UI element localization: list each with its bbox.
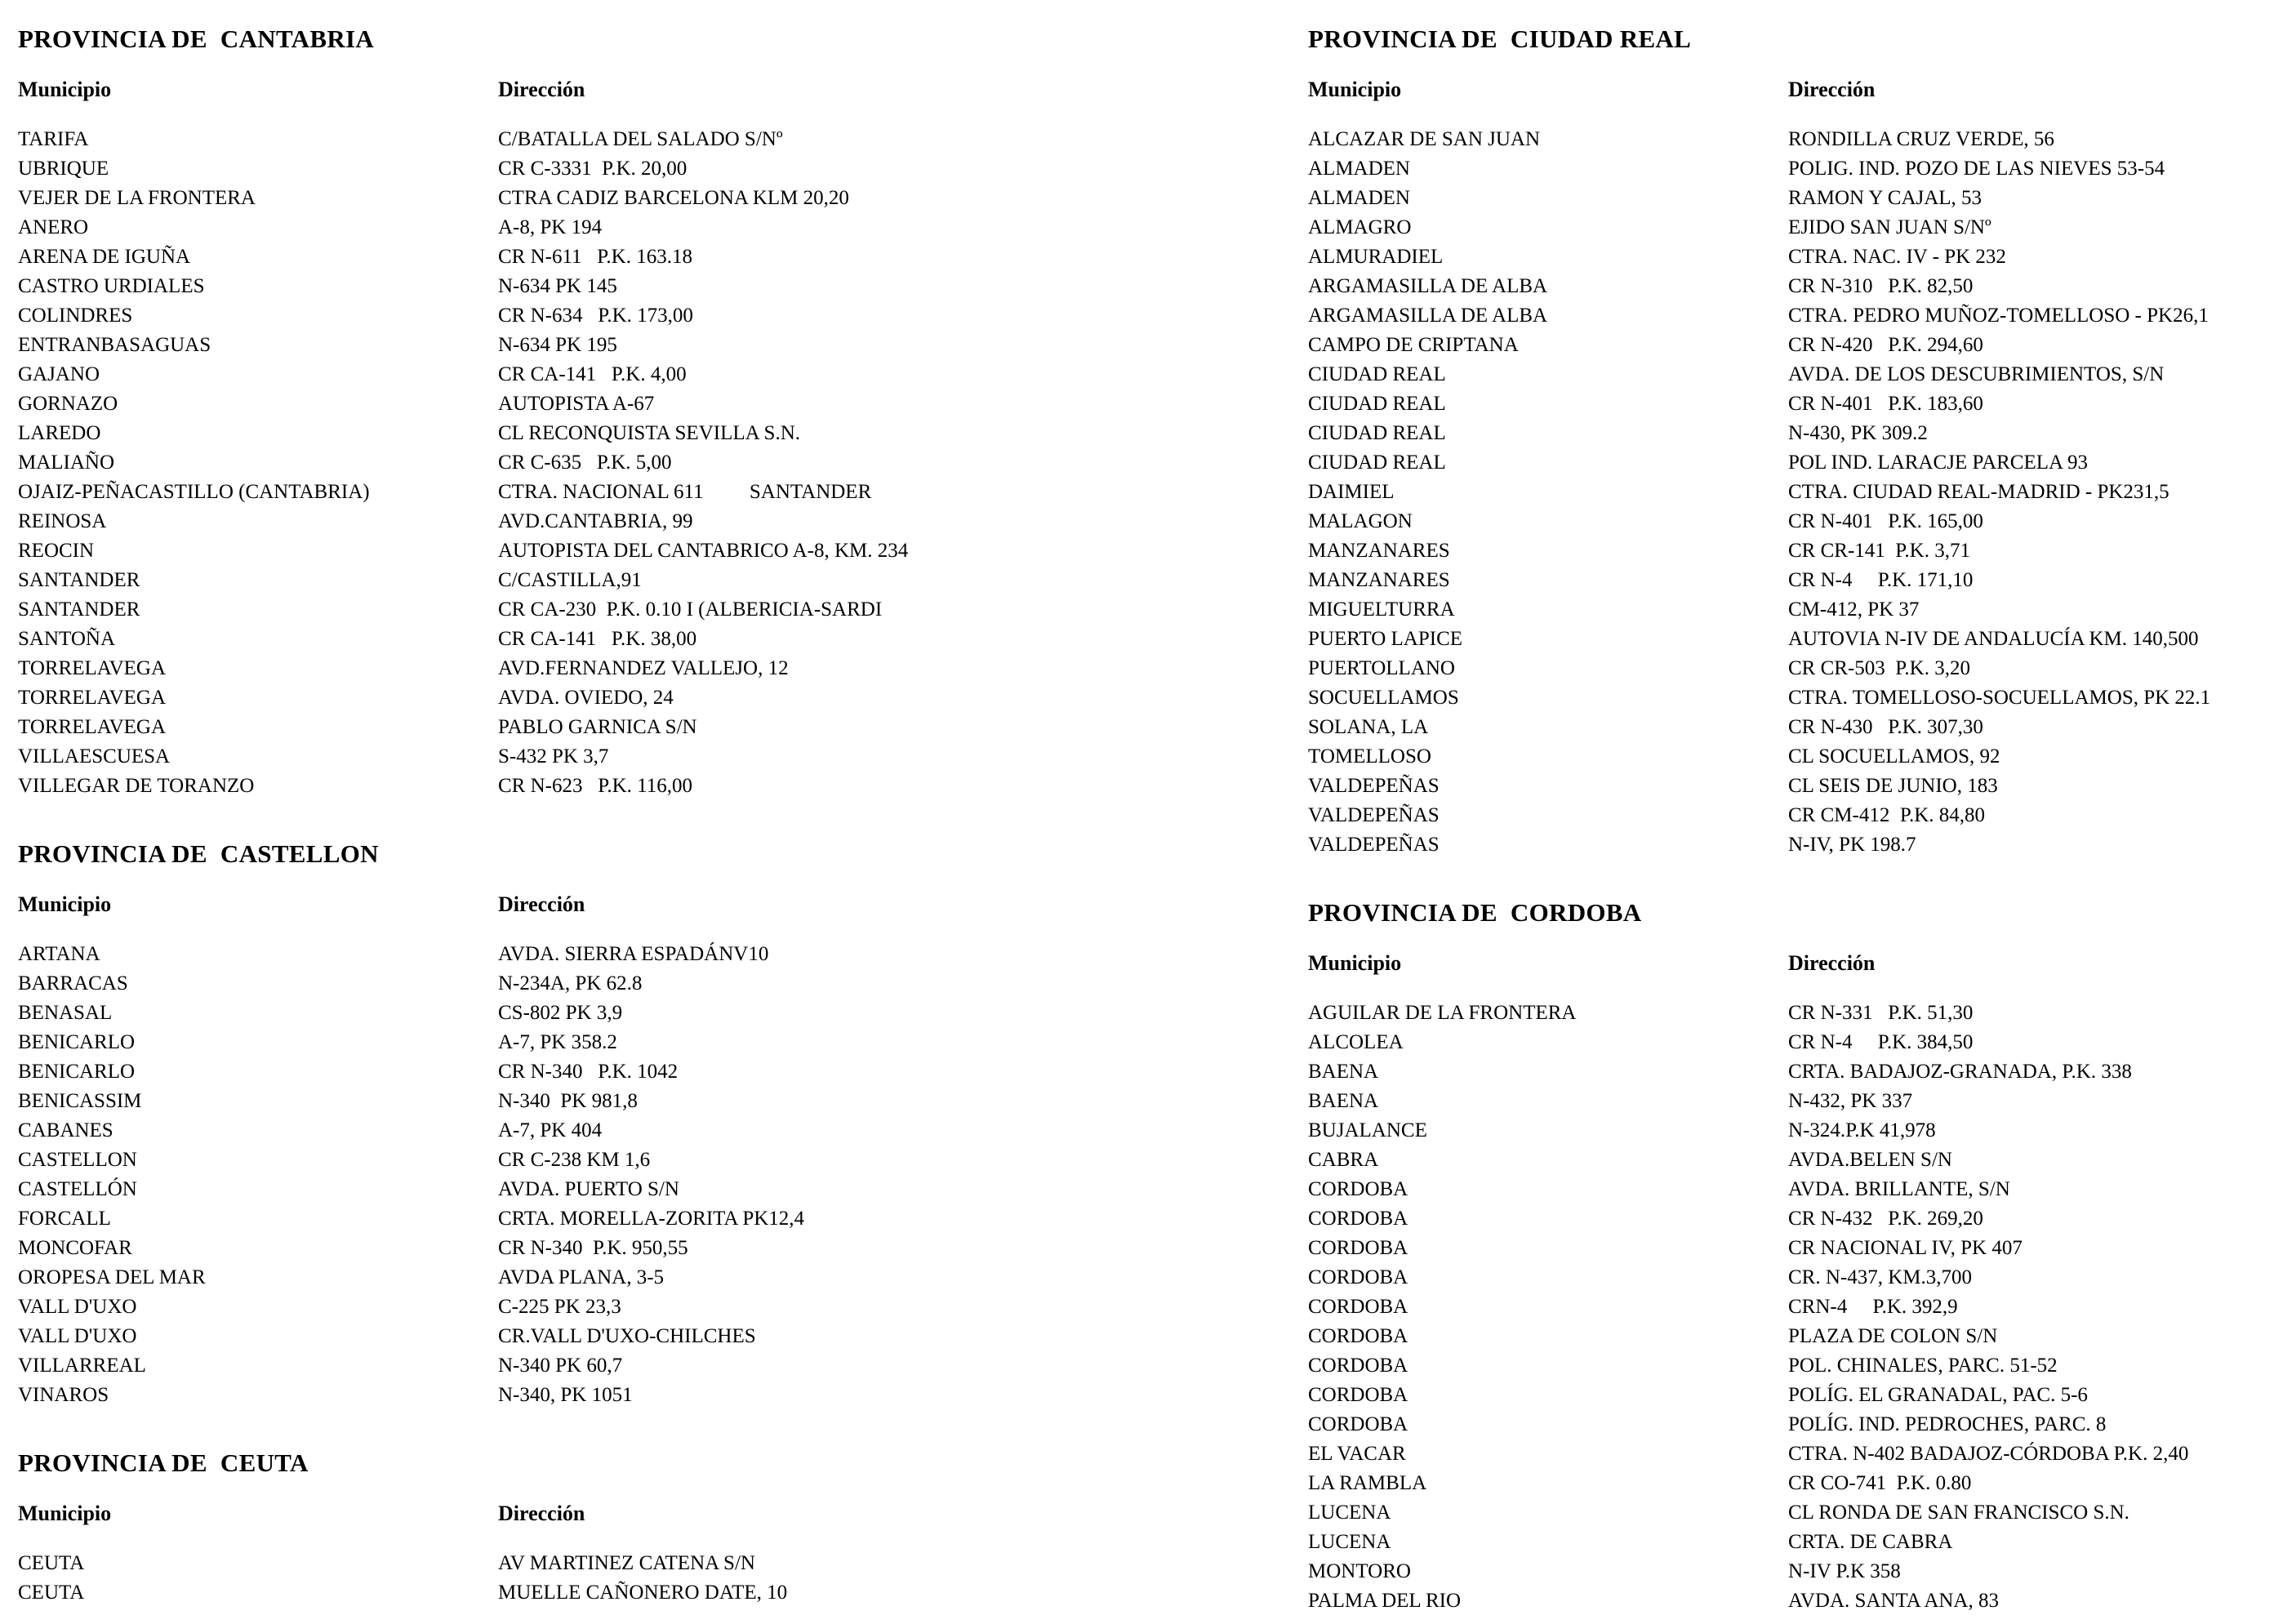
table-row bbox=[1308, 507, 2274, 536]
table-row bbox=[1308, 595, 2274, 625]
table-row bbox=[1308, 1381, 2274, 1410]
province-section bbox=[18, 839, 1104, 1410]
cell-municipio: CAMPO DE CRIPTANA bbox=[1308, 334, 1519, 356]
cell-direccion: N-430, PK 309.2 bbox=[1788, 422, 1928, 444]
table-row bbox=[1308, 999, 2274, 1028]
table-row bbox=[1308, 536, 2274, 566]
cell-direccion: N-432, PK 337 bbox=[1788, 1090, 1913, 1112]
province-section bbox=[1308, 898, 2274, 1616]
table-row bbox=[18, 478, 1104, 507]
cell-municipio: ALCAZAR DE SAN JUAN bbox=[1308, 128, 1541, 150]
cell-direccion: N-340, PK 1051 bbox=[498, 1384, 633, 1406]
cell-direccion: AUTOPISTA A-67 bbox=[498, 393, 655, 415]
table-row bbox=[18, 242, 1104, 272]
table-row bbox=[1308, 478, 2274, 507]
table-row bbox=[18, 713, 1104, 742]
table-header bbox=[18, 1502, 1104, 1526]
table-row bbox=[18, 566, 1104, 595]
cell-direccion: CTRA. CIUDAD REAL-MADRID - PK231,5 bbox=[1788, 481, 2169, 503]
province-section bbox=[1308, 24, 2274, 860]
cell-municipio: CABRA bbox=[1308, 1149, 1379, 1171]
table-row bbox=[18, 1028, 1104, 1057]
cell-municipio: ENTRANBASAGUAS bbox=[18, 334, 211, 356]
cell-municipio: SANTOÑA bbox=[18, 628, 115, 650]
header-direccion: Dirección bbox=[498, 1502, 585, 1525]
cell-direccion: CR CM-412 P.K. 84,80 bbox=[1788, 804, 1986, 826]
cell-direccion: AUTOVIA N-IV DE ANDALUCÍA KM. 140,500 bbox=[1788, 628, 2199, 650]
cell-municipio: BARRACAS bbox=[18, 972, 128, 994]
table-row bbox=[1308, 1351, 2274, 1381]
cell-municipio: ALMAGRO bbox=[1308, 216, 1412, 238]
cell-direccion: AVDA. BRILLANTE, S/N bbox=[1788, 1178, 2010, 1200]
cell-direccion: CRTA. BADAJOZ-GRANADA, P.K. 338 bbox=[1788, 1061, 2132, 1083]
cell-direccion: N-IV P.K 358 bbox=[1788, 1560, 1901, 1582]
cell-direccion: EJIDO SAN JUAN S/Nº bbox=[1788, 216, 1991, 238]
table-header bbox=[18, 78, 1104, 102]
cell-municipio: CORDOBA bbox=[1308, 1208, 1408, 1230]
cell-direccion: CTRA. N-402 BADAJOZ-CÓRDOBA P.K. 2,40 bbox=[1788, 1443, 2189, 1465]
table-row bbox=[18, 1381, 1104, 1410]
cell-municipio: REINOSA bbox=[18, 510, 107, 532]
table-row bbox=[1308, 654, 2274, 683]
cell-municipio: CORDOBA bbox=[1308, 1296, 1408, 1318]
cell-municipio: BENASAL bbox=[18, 1002, 113, 1024]
header-direccion: Dirección bbox=[1788, 951, 1876, 975]
table-row bbox=[18, 772, 1104, 801]
cell-municipio: VEJER DE LA FRONTERA bbox=[18, 187, 256, 209]
cell-direccion: CR N-432 P.K. 269,20 bbox=[1788, 1208, 1983, 1230]
cell-direccion: CR N-4 P.K. 171,10 bbox=[1788, 569, 1974, 591]
cell-municipio: LA RAMBLA bbox=[1308, 1472, 1427, 1494]
cell-direccion: CRTA. DE CABRA bbox=[1788, 1531, 1953, 1553]
table-row bbox=[1308, 154, 2274, 184]
table-row bbox=[18, 507, 1104, 536]
table-row bbox=[1308, 1175, 2274, 1204]
table-row bbox=[18, 1116, 1104, 1146]
cell-municipio: CORDOBA bbox=[1308, 1178, 1408, 1200]
cell-direccion: CL RECONQUISTA SEVILLA S.N. bbox=[498, 422, 801, 444]
table-row bbox=[18, 154, 1104, 184]
cell-direccion: S-432 PK 3,7 bbox=[498, 745, 609, 768]
cell-municipio: CORDOBA bbox=[1308, 1266, 1408, 1288]
cell-municipio: UBRIQUE bbox=[18, 158, 109, 180]
cell-direccion: CR CR-503 P.K. 3,20 bbox=[1788, 657, 1970, 679]
cell-direccion: CRN-4 P.K. 392,9 bbox=[1788, 1296, 1958, 1318]
table-row bbox=[1308, 625, 2274, 654]
cell-municipio: MANZANARES bbox=[1308, 569, 1450, 591]
cell-municipio: MONTORO bbox=[1308, 1560, 1411, 1582]
header-municipio: Municipio bbox=[1308, 951, 1402, 975]
cell-municipio: FORCALL bbox=[18, 1208, 111, 1230]
cell-municipio: EL VACAR bbox=[1308, 1443, 1406, 1465]
cell-municipio: ALMADEN bbox=[1308, 158, 1410, 180]
cell-direccion: CR N-401 P.K. 165,00 bbox=[1788, 510, 1983, 532]
cell-municipio: BAENA bbox=[1308, 1061, 1379, 1083]
cell-municipio: SOCUELLAMOS bbox=[1308, 687, 1459, 709]
cell-direccion: AVDA PLANA, 3-5 bbox=[498, 1266, 665, 1288]
cell-direccion: CR N-611 P.K. 163.18 bbox=[498, 246, 692, 268]
header-municipio: Municipio bbox=[1308, 78, 1402, 101]
cell-municipio: CIUDAD REAL bbox=[1308, 452, 1446, 474]
table-row bbox=[1308, 772, 2274, 801]
province-title: PROVINCIA DE CEUTA bbox=[18, 1448, 309, 1477]
cell-direccion: AVDA.BELEN S/N bbox=[1788, 1149, 1952, 1171]
table-row bbox=[18, 1234, 1104, 1263]
cell-direccion: N-324.P.K 41,978 bbox=[1788, 1119, 1936, 1141]
cell-direccion: CL SOCUELLAMOS, 92 bbox=[1788, 745, 2000, 768]
table-row bbox=[1308, 1322, 2274, 1351]
cell-direccion: CR N-340 P.K. 1042 bbox=[498, 1061, 679, 1083]
cell-municipio: ARGAMASILLA DE ALBA bbox=[1308, 275, 1548, 297]
table-row bbox=[1308, 1263, 2274, 1293]
cell-municipio: LAREDO bbox=[18, 422, 101, 444]
table-row bbox=[18, 1578, 1104, 1608]
table-row bbox=[1308, 301, 2274, 331]
cell-municipio: ALMURADIEL bbox=[1308, 246, 1444, 268]
table-row bbox=[1308, 419, 2274, 448]
cell-direccion: C/CASTILLA,91 bbox=[498, 569, 642, 591]
cell-direccion: CTRA. TOMELLOSO-SOCUELLAMOS, PK 22.1 bbox=[1788, 687, 2211, 709]
table-row bbox=[18, 360, 1104, 389]
cell-direccion: CTRA. PEDRO MUÑOZ-TOMELLOSO - PK26,1 bbox=[1788, 305, 2209, 327]
cell-municipio: CEUTA bbox=[18, 1582, 85, 1604]
table-row bbox=[18, 1057, 1104, 1087]
header-municipio: Municipio bbox=[18, 892, 112, 916]
cell-direccion: CL RONDA DE SAN FRANCISCO S.N. bbox=[1788, 1502, 2129, 1524]
cell-direccion: AVDA. DE LOS DESCUBRIMIENTOS, S/N bbox=[1788, 363, 2165, 385]
table-row bbox=[18, 1204, 1104, 1234]
cell-direccion: CR N-623 P.K. 116,00 bbox=[498, 775, 692, 797]
cell-municipio: COLINDRES bbox=[18, 305, 133, 327]
cell-municipio: CORDOBA bbox=[1308, 1237, 1408, 1259]
cell-direccion: CR N-634 P.K. 173,00 bbox=[498, 305, 693, 327]
cell-municipio: BENICARLO bbox=[18, 1061, 136, 1083]
cell-municipio: LUCENA bbox=[1308, 1502, 1391, 1524]
cell-direccion: CRTA. MORELLA-ZORITA PK12,4 bbox=[498, 1208, 805, 1230]
cell-direccion: AVDA. OVIEDO, 24 bbox=[498, 687, 674, 709]
table-row bbox=[18, 654, 1104, 683]
table-row bbox=[1308, 742, 2274, 772]
table-row bbox=[1308, 125, 2274, 154]
table-row bbox=[1308, 242, 2274, 272]
table-row bbox=[18, 184, 1104, 213]
cell-municipio: TORRELAVEGA bbox=[18, 716, 167, 738]
cell-municipio: CABANES bbox=[18, 1119, 113, 1141]
cell-municipio: CASTELLON bbox=[18, 1149, 137, 1171]
cell-municipio: ARGAMASILLA DE ALBA bbox=[1308, 305, 1548, 327]
table-row bbox=[18, 683, 1104, 713]
cell-direccion: CR. N-437, KM.3,700 bbox=[1788, 1266, 1973, 1288]
cell-municipio: CORDOBA bbox=[1308, 1384, 1408, 1406]
cell-direccion: CTRA CADIZ BARCELONA KLM 20,20 bbox=[498, 187, 849, 209]
cell-municipio: TARIFA bbox=[18, 128, 89, 150]
cell-municipio: VALDEPEÑAS bbox=[1308, 804, 1440, 826]
cell-direccion: AVDA. SIERRA ESPADÁNV10 bbox=[498, 943, 769, 965]
table-row bbox=[18, 536, 1104, 566]
cell-direccion: CR CO-741 P.K. 0.80 bbox=[1788, 1472, 1972, 1494]
cell-direccion: CR CR-141 P.K. 3,71 bbox=[1788, 540, 1970, 562]
cell-direccion: A-7, PK 404 bbox=[498, 1119, 603, 1141]
table-row bbox=[18, 1351, 1104, 1381]
cell-direccion: N-634 PK 195 bbox=[498, 334, 617, 356]
cell-direccion: POL. CHINALES, PARC. 51-52 bbox=[1788, 1355, 2058, 1377]
cell-direccion: AUTOPISTA DEL CANTABRICO A-8, KM. 234 bbox=[498, 540, 909, 562]
cell-municipio: ALCOLEA bbox=[1308, 1031, 1404, 1053]
table-row bbox=[1308, 331, 2274, 360]
cell-municipio: ANERO bbox=[18, 216, 89, 238]
cell-direccion: N-340 PK 981,8 bbox=[498, 1090, 638, 1112]
table-row bbox=[1308, 184, 2274, 213]
cell-municipio: VILLEGAR DE TORANZO bbox=[18, 775, 255, 797]
table-header bbox=[1308, 78, 2274, 102]
province-title: PROVINCIA DE CANTABRIA bbox=[18, 24, 375, 53]
cell-municipio: SANTANDER bbox=[18, 598, 140, 621]
table-row bbox=[1308, 1293, 2274, 1322]
table-row bbox=[18, 1293, 1104, 1322]
cell-municipio: BAENA bbox=[1308, 1090, 1379, 1112]
cell-direccion: N-634 PK 145 bbox=[498, 275, 617, 297]
cell-direccion: CR N-310 P.K. 82,50 bbox=[1788, 275, 1974, 297]
cell-direccion: MUELLE CAÑONERO DATE, 10 bbox=[498, 1582, 788, 1604]
table-row bbox=[18, 272, 1104, 301]
cell-direccion: CR C-238 KM 1,6 bbox=[498, 1149, 651, 1171]
table-row bbox=[18, 419, 1104, 448]
cell-municipio: CORDOBA bbox=[1308, 1325, 1408, 1347]
cell-direccion: RAMON Y CAJAL, 53 bbox=[1788, 187, 1983, 209]
province-section bbox=[18, 1448, 1104, 1608]
cell-direccion: CS-802 PK 3,9 bbox=[498, 1002, 623, 1024]
cell-direccion: AVDA. PUERTO S/N bbox=[498, 1178, 679, 1200]
cell-direccion: CR CA-141 P.K. 38,00 bbox=[498, 628, 697, 650]
cell-municipio: CORDOBA bbox=[1308, 1355, 1408, 1377]
header-municipio: Municipio bbox=[18, 78, 112, 101]
cell-municipio: REOCIN bbox=[18, 540, 95, 562]
cell-municipio: CASTELLÓN bbox=[18, 1178, 137, 1200]
table-row bbox=[1308, 448, 2274, 478]
table-row bbox=[1308, 360, 2274, 389]
cell-direccion: POL IND. LARACJE PARCELA 93 bbox=[1788, 452, 2088, 474]
header-direccion: Dirección bbox=[1788, 78, 1876, 101]
table-row bbox=[18, 969, 1104, 999]
cell-municipio: AGUILAR DE LA FRONTERA bbox=[1308, 1002, 1577, 1024]
cell-municipio: OROPESA DEL MAR bbox=[18, 1266, 206, 1288]
table-row bbox=[1308, 1116, 2274, 1146]
cell-municipio: MALAGON bbox=[1308, 510, 1413, 532]
cell-municipio: MIGUELTURRA bbox=[1308, 598, 1455, 621]
table-row bbox=[18, 1549, 1104, 1578]
cell-municipio: LUCENA bbox=[1308, 1531, 1391, 1553]
cell-municipio: OJAIZ-PEÑACASTILLO (CANTABRIA) bbox=[18, 481, 370, 503]
cell-municipio: BENICASSIM bbox=[18, 1090, 142, 1112]
cell-direccion: POLIG. IND. POZO DE LAS NIEVES 53-54 bbox=[1788, 158, 2165, 180]
table-row bbox=[18, 331, 1104, 360]
table-row bbox=[18, 1322, 1104, 1351]
cell-direccion: N-IV, PK 198.7 bbox=[1788, 834, 1916, 856]
table-row bbox=[18, 301, 1104, 331]
table-row bbox=[1308, 1586, 2274, 1616]
cell-municipio: TORRELAVEGA bbox=[18, 687, 167, 709]
cell-municipio: VILLAESCUESA bbox=[18, 745, 171, 768]
table-row bbox=[1308, 1234, 2274, 1263]
cell-direccion: C/BATALLA DEL SALADO S/Nº bbox=[498, 128, 783, 150]
table-row bbox=[1308, 1146, 2274, 1175]
cell-direccion: N-340 PK 60,7 bbox=[498, 1355, 623, 1377]
table-row bbox=[1308, 1204, 2274, 1234]
table-row bbox=[1308, 1057, 2274, 1087]
header-municipio: Municipio bbox=[18, 1502, 112, 1525]
cell-direccion: PLAZA DE COLON S/N bbox=[1788, 1325, 1998, 1347]
table-row bbox=[18, 1146, 1104, 1175]
header-direccion: Dirección bbox=[498, 892, 585, 916]
table-row bbox=[1308, 683, 2274, 713]
cell-municipio: CASTRO URDIALES bbox=[18, 275, 205, 297]
cell-direccion: AV MARTINEZ CATENA S/N bbox=[498, 1552, 755, 1574]
cell-direccion: CTRA. NACIONAL 611 SANTANDER bbox=[498, 481, 872, 503]
table-row bbox=[18, 742, 1104, 772]
cell-municipio: MONCOFAR bbox=[18, 1237, 132, 1259]
cell-municipio: ARENA DE IGUÑA bbox=[18, 246, 191, 268]
cell-municipio: TORRELAVEGA bbox=[18, 657, 167, 679]
cell-direccion: RONDILLA CRUZ VERDE, 56 bbox=[1788, 128, 2054, 150]
cell-direccion: A-8, PK 194 bbox=[498, 216, 603, 238]
cell-municipio: BENICARLO bbox=[18, 1031, 136, 1053]
table-row bbox=[1308, 801, 2274, 830]
cell-municipio: CIUDAD REAL bbox=[1308, 422, 1446, 444]
table-row bbox=[1308, 830, 2274, 860]
cell-municipio: MALIAÑO bbox=[18, 452, 115, 474]
table-row bbox=[1308, 1528, 2274, 1557]
cell-municipio: ALMADEN bbox=[1308, 187, 1410, 209]
table-row bbox=[1308, 1087, 2274, 1116]
cell-municipio: GAJANO bbox=[18, 363, 100, 385]
cell-direccion: CR.VALL D'UXO-CHILCHES bbox=[498, 1325, 756, 1347]
table-row bbox=[18, 999, 1104, 1028]
table-row bbox=[1308, 1557, 2274, 1586]
table-row bbox=[18, 1263, 1104, 1293]
cell-direccion: CR C-635 P.K. 5,00 bbox=[498, 452, 672, 474]
table-row bbox=[1308, 1028, 2274, 1057]
table-row bbox=[18, 448, 1104, 478]
province-title: PROVINCIA DE CORDOBA bbox=[1308, 898, 1642, 927]
cell-direccion: CR N-430 P.K. 307,30 bbox=[1788, 716, 1983, 738]
table-row bbox=[1308, 1498, 2274, 1528]
cell-direccion: CR CA-141 P.K. 4,00 bbox=[498, 363, 687, 385]
cell-direccion: CR N-331 P.K. 51,30 bbox=[1788, 1002, 1974, 1024]
cell-direccion: POLÍG. IND. PEDROCHES, PARC. 8 bbox=[1788, 1413, 2107, 1435]
cell-direccion: CTRA. NAC. IV - PK 232 bbox=[1788, 246, 2006, 268]
cell-municipio: GORNAZO bbox=[18, 393, 118, 415]
cell-municipio: SANTANDER bbox=[18, 569, 140, 591]
cell-municipio: VALL D'UXO bbox=[18, 1325, 137, 1347]
cell-municipio: PUERTO LAPICE bbox=[1308, 628, 1463, 650]
cell-direccion: CR N-420 P.K. 294,60 bbox=[1788, 334, 1983, 356]
cell-municipio: CEUTA bbox=[18, 1552, 85, 1574]
table-row bbox=[1308, 389, 2274, 419]
table-row bbox=[1308, 1439, 2274, 1469]
cell-direccion: C-225 PK 23,3 bbox=[498, 1296, 621, 1318]
cell-municipio: MANZANARES bbox=[1308, 540, 1450, 562]
table-header bbox=[1308, 951, 2274, 976]
cell-municipio: VINAROS bbox=[18, 1384, 109, 1406]
cell-municipio: VILLARREAL bbox=[18, 1355, 146, 1377]
table-row bbox=[18, 1175, 1104, 1204]
table-row bbox=[1308, 272, 2274, 301]
cell-municipio: DAIMIEL bbox=[1308, 481, 1395, 503]
cell-direccion: CR NACIONAL IV, PK 407 bbox=[1788, 1237, 2023, 1259]
province-title: PROVINCIA DE CASTELLON bbox=[18, 839, 379, 868]
cell-direccion: CM-412, PK 37 bbox=[1788, 598, 1920, 621]
table-row bbox=[1308, 1410, 2274, 1439]
cell-direccion: CR CA-230 P.K. 0.10 I (ALBERICIA-SARDI bbox=[498, 598, 883, 621]
cell-municipio: VALDEPEÑAS bbox=[1308, 834, 1440, 856]
cell-municipio: CORDOBA bbox=[1308, 1413, 1408, 1435]
table-row bbox=[18, 940, 1104, 969]
province-section bbox=[18, 24, 1104, 801]
cell-municipio: VALL D'UXO bbox=[18, 1296, 137, 1318]
cell-direccion: N-234A, PK 62.8 bbox=[498, 972, 643, 994]
table-header bbox=[18, 892, 1104, 917]
cell-municipio: CIUDAD REAL bbox=[1308, 363, 1446, 385]
cell-municipio: PUERTOLLANO bbox=[1308, 657, 1455, 679]
table-row bbox=[18, 595, 1104, 625]
cell-direccion: CR N-401 P.K. 183,60 bbox=[1788, 393, 1983, 415]
cell-municipio: PALMA DEL RIO bbox=[1308, 1590, 1462, 1612]
province-title: PROVINCIA DE CIUDAD REAL bbox=[1308, 24, 1692, 53]
cell-direccion: AVDA. SANTA ANA, 83 bbox=[1788, 1590, 1999, 1612]
table-row bbox=[1308, 566, 2274, 595]
left-column bbox=[18, 24, 1104, 1608]
cell-municipio: VALDEPEÑAS bbox=[1308, 775, 1440, 797]
cell-municipio: SOLANA, LA bbox=[1308, 716, 1429, 738]
cell-direccion: CR N-4 P.K. 384,50 bbox=[1788, 1031, 1974, 1053]
cell-direccion: PABLO GARNICA S/N bbox=[498, 716, 697, 738]
cell-direccion: CR C-3331 P.K. 20,00 bbox=[498, 158, 688, 180]
cell-municipio: BUJALANCE bbox=[1308, 1119, 1427, 1141]
cell-direccion: A-7, PK 358.2 bbox=[498, 1031, 617, 1053]
cell-direccion: AVD.CANTABRIA, 99 bbox=[498, 510, 693, 532]
right-column bbox=[1308, 24, 2274, 1616]
cell-direccion: AVD.FERNANDEZ VALLEJO, 12 bbox=[498, 657, 789, 679]
cell-direccion: CR N-340 P.K. 950,55 bbox=[498, 1237, 688, 1259]
cell-direccion: POLÍG. EL GRANADAL, PAC. 5-6 bbox=[1788, 1384, 2088, 1406]
table-row bbox=[18, 213, 1104, 242]
cell-direccion: CL SEIS DE JUNIO, 183 bbox=[1788, 775, 1998, 797]
cell-municipio: CIUDAD REAL bbox=[1308, 393, 1446, 415]
cell-municipio: ARTANA bbox=[18, 943, 100, 965]
table-row bbox=[1308, 1469, 2274, 1498]
table-row bbox=[18, 389, 1104, 419]
table-row bbox=[1308, 713, 2274, 742]
header-direccion: Dirección bbox=[498, 78, 585, 101]
table-row bbox=[18, 125, 1104, 154]
table-row bbox=[18, 625, 1104, 654]
table-row bbox=[1308, 213, 2274, 242]
cell-municipio: TOMELLOSO bbox=[1308, 745, 1431, 768]
table-row bbox=[18, 1087, 1104, 1116]
